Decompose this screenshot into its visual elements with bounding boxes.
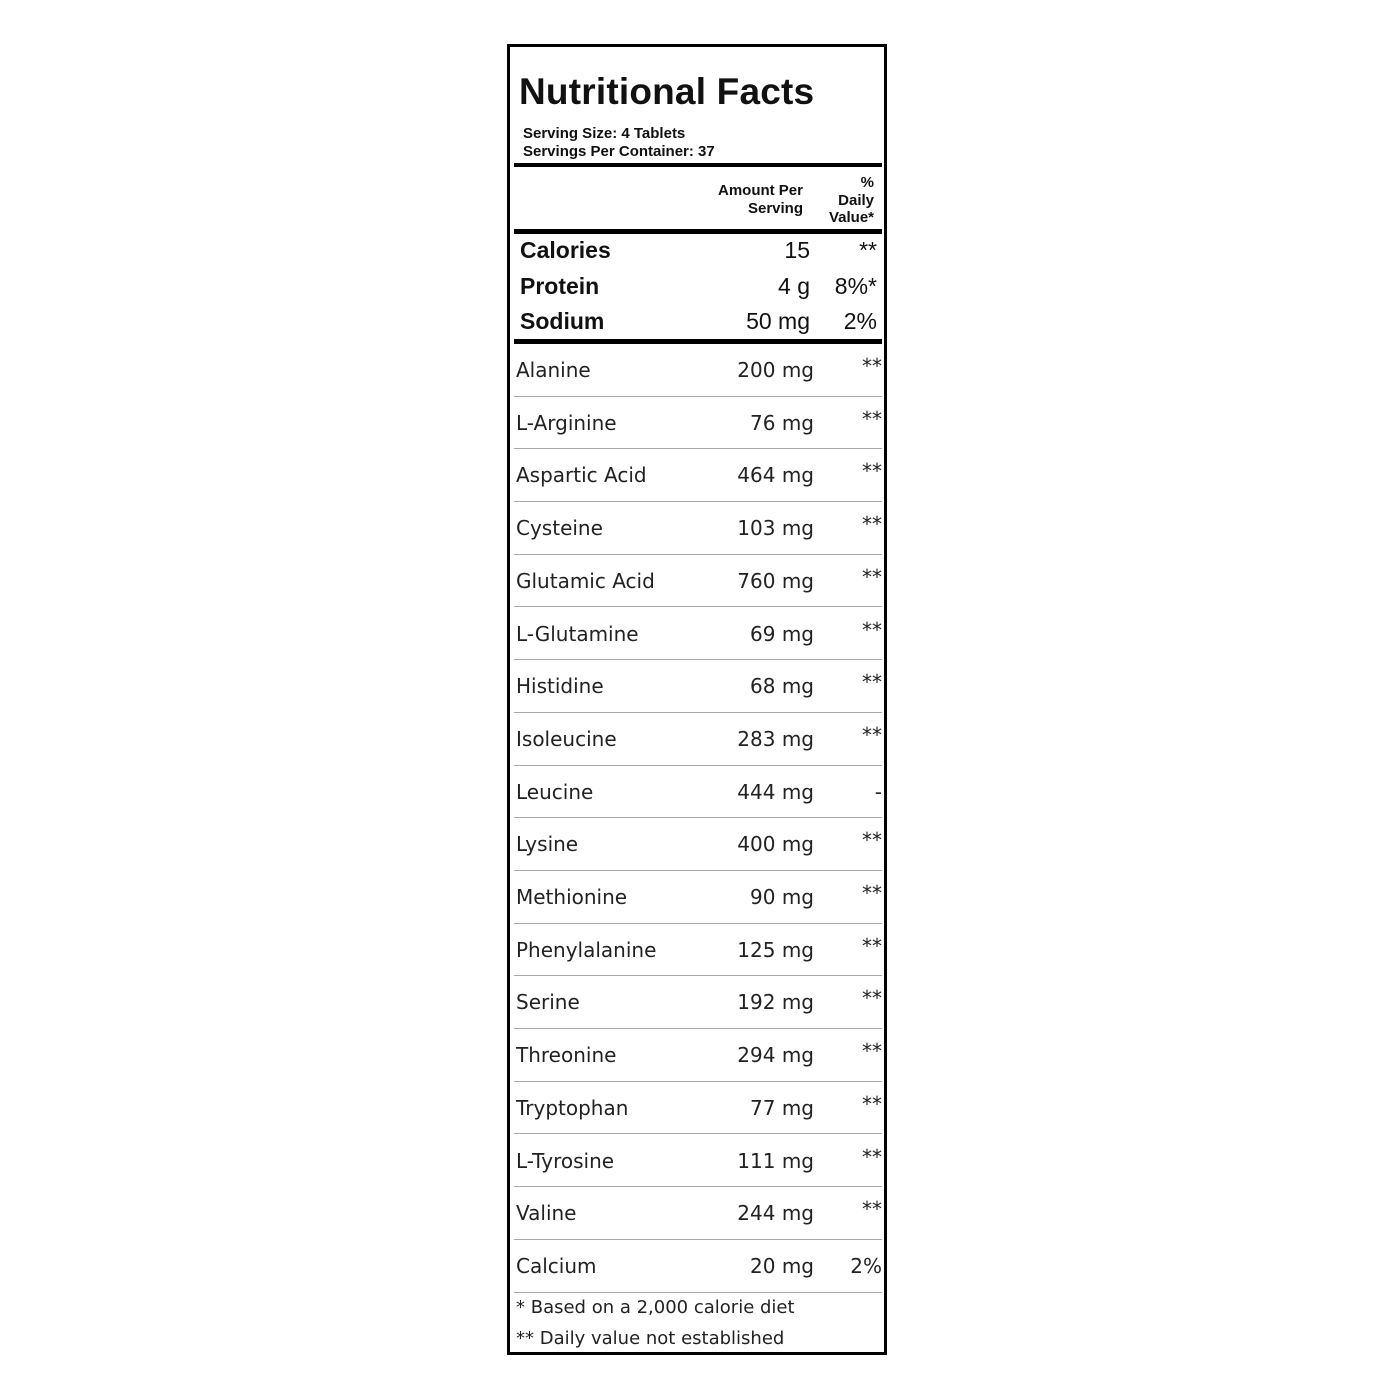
nutrient-daily-value: ** (862, 406, 882, 431)
footnote-calorie-diet: * Based on a 2,000 calorie diet (516, 1297, 795, 1318)
nutrient-amount: 200 mg (737, 358, 814, 382)
nutrient-row (514, 713, 882, 766)
serving-size: Serving Size: 4 Tablets (523, 125, 686, 142)
nutrient-row (514, 344, 882, 397)
nutrient-name: L-Arginine (516, 410, 617, 435)
nutrient-amount: 283 mg (737, 726, 814, 751)
macro-amount: 50 mg (746, 308, 810, 334)
nutrient-daily-value: ** (862, 670, 882, 695)
nutrient-row (514, 818, 882, 871)
nutrient-daily-value: 2% (850, 1253, 882, 1278)
nutrient-row (514, 397, 882, 450)
macro-row-calories (514, 237, 882, 271)
nutrient-name: Lysine (516, 832, 579, 857)
amount-per-serving-header: Amount Per Serving (717, 182, 803, 217)
nutrient-name: Valine (516, 1201, 577, 1226)
footnote-not-established: ** Daily value not established (516, 1328, 785, 1349)
nutrient-daily-value: ** (862, 933, 882, 958)
thick-rule (514, 229, 882, 234)
nutrient-name: L-Glutamine (516, 621, 639, 646)
nutrient-name: Phenylalanine (516, 937, 657, 962)
nutrient-amount: 760 mg (737, 568, 814, 593)
nutrient-row (514, 766, 882, 819)
nutrient-amount: 77 mg (750, 1095, 814, 1120)
daily-value-header: % Daily Value* (828, 174, 874, 226)
nutrient-amount: 125 mg (737, 937, 814, 962)
nutrient-row (514, 1082, 882, 1135)
nutrient-row (514, 660, 882, 713)
macro-name: Sodium (520, 308, 605, 334)
nutrient-row (514, 1240, 882, 1293)
nutrient-amount: 90 mg (750, 885, 814, 909)
macro-amount: 4 g (778, 272, 810, 299)
nutrient-daily-value: ** (862, 1144, 882, 1169)
macro-daily-value: 8%* (834, 272, 877, 299)
nutrient-row (514, 976, 882, 1029)
nutrient-daily-value: - (874, 779, 882, 804)
row-divider (514, 1292, 882, 1293)
nutrient-daily-value: ** (862, 881, 882, 905)
macro-amount: 15 (784, 237, 810, 263)
nutrient-row (514, 1187, 882, 1240)
nutrient-name: Cysteine (516, 516, 603, 541)
nutrient-amount: 444 mg (737, 779, 814, 804)
nutrient-daily-value: ** (862, 828, 882, 853)
label-title: Nutritional Facts (519, 71, 815, 112)
servings-per-container: Servings Per Container: 37 (523, 143, 715, 160)
nutrient-name: Tryptophan (516, 1095, 629, 1120)
nutrient-name: Aspartic Acid (516, 463, 647, 488)
nutrient-amount: 464 mg (737, 463, 814, 488)
nutrient-amount: 103 mg (737, 516, 814, 541)
nutrient-amount: 69 mg (750, 621, 814, 646)
nutrient-amount: 244 mg (737, 1201, 814, 1226)
nutrient-daily-value: ** (862, 986, 882, 1011)
nutrient-amount: 68 mg (750, 674, 814, 699)
nutrient-name: L-Tyrosine (516, 1148, 615, 1173)
macro-row-protein (514, 273, 882, 307)
nutrient-name: Serine (516, 990, 580, 1015)
nutrient-amount: 20 mg (750, 1253, 814, 1278)
nutrient-daily-value: ** (862, 564, 882, 589)
macro-daily-value: ** (859, 237, 877, 263)
nutrient-daily-value: ** (862, 354, 882, 378)
nutrient-amount: 111 mg (737, 1148, 814, 1173)
nutrient-name: Leucine (516, 779, 594, 804)
nutrition-label (507, 44, 887, 1355)
nutrient-amount: 76 mg (750, 410, 814, 435)
nutrient-row (514, 871, 882, 924)
nutrient-daily-value: ** (862, 1039, 882, 1064)
macro-row-sodium (514, 308, 882, 342)
nutrient-daily-value: ** (862, 459, 882, 484)
nutrient-amount: 400 mg (737, 832, 814, 857)
nutrient-name: Calcium (516, 1253, 597, 1278)
macro-name: Calories (520, 237, 611, 263)
nutrient-name: Glutamic Acid (516, 568, 655, 593)
nutrient-amount: 192 mg (737, 990, 814, 1015)
nutrient-row (514, 1029, 882, 1082)
thick-rule (514, 163, 882, 167)
nutrient-daily-value: ** (862, 1091, 882, 1116)
nutrient-row (514, 502, 882, 555)
macro-name: Protein (520, 272, 600, 299)
nutrient-row (514, 924, 882, 977)
nutrient-daily-value: ** (862, 512, 882, 537)
nutrient-name: Histidine (516, 674, 604, 699)
nutrient-daily-value: ** (862, 1197, 882, 1222)
nutrient-name: Isoleucine (516, 726, 617, 751)
macro-daily-value: 2% (843, 308, 877, 334)
nutrient-name: Alanine (516, 358, 591, 382)
nutrient-row (514, 555, 882, 608)
nutrient-name: Threonine (516, 1043, 617, 1068)
nutrient-name: Methionine (516, 885, 628, 909)
nutrient-daily-value: ** (862, 722, 882, 747)
nutrient-amount: 294 mg (737, 1043, 814, 1068)
nutrient-row (514, 1135, 882, 1188)
nutrient-row (514, 608, 882, 661)
nutrient-row (514, 449, 882, 502)
nutrient-daily-value: ** (862, 617, 882, 642)
